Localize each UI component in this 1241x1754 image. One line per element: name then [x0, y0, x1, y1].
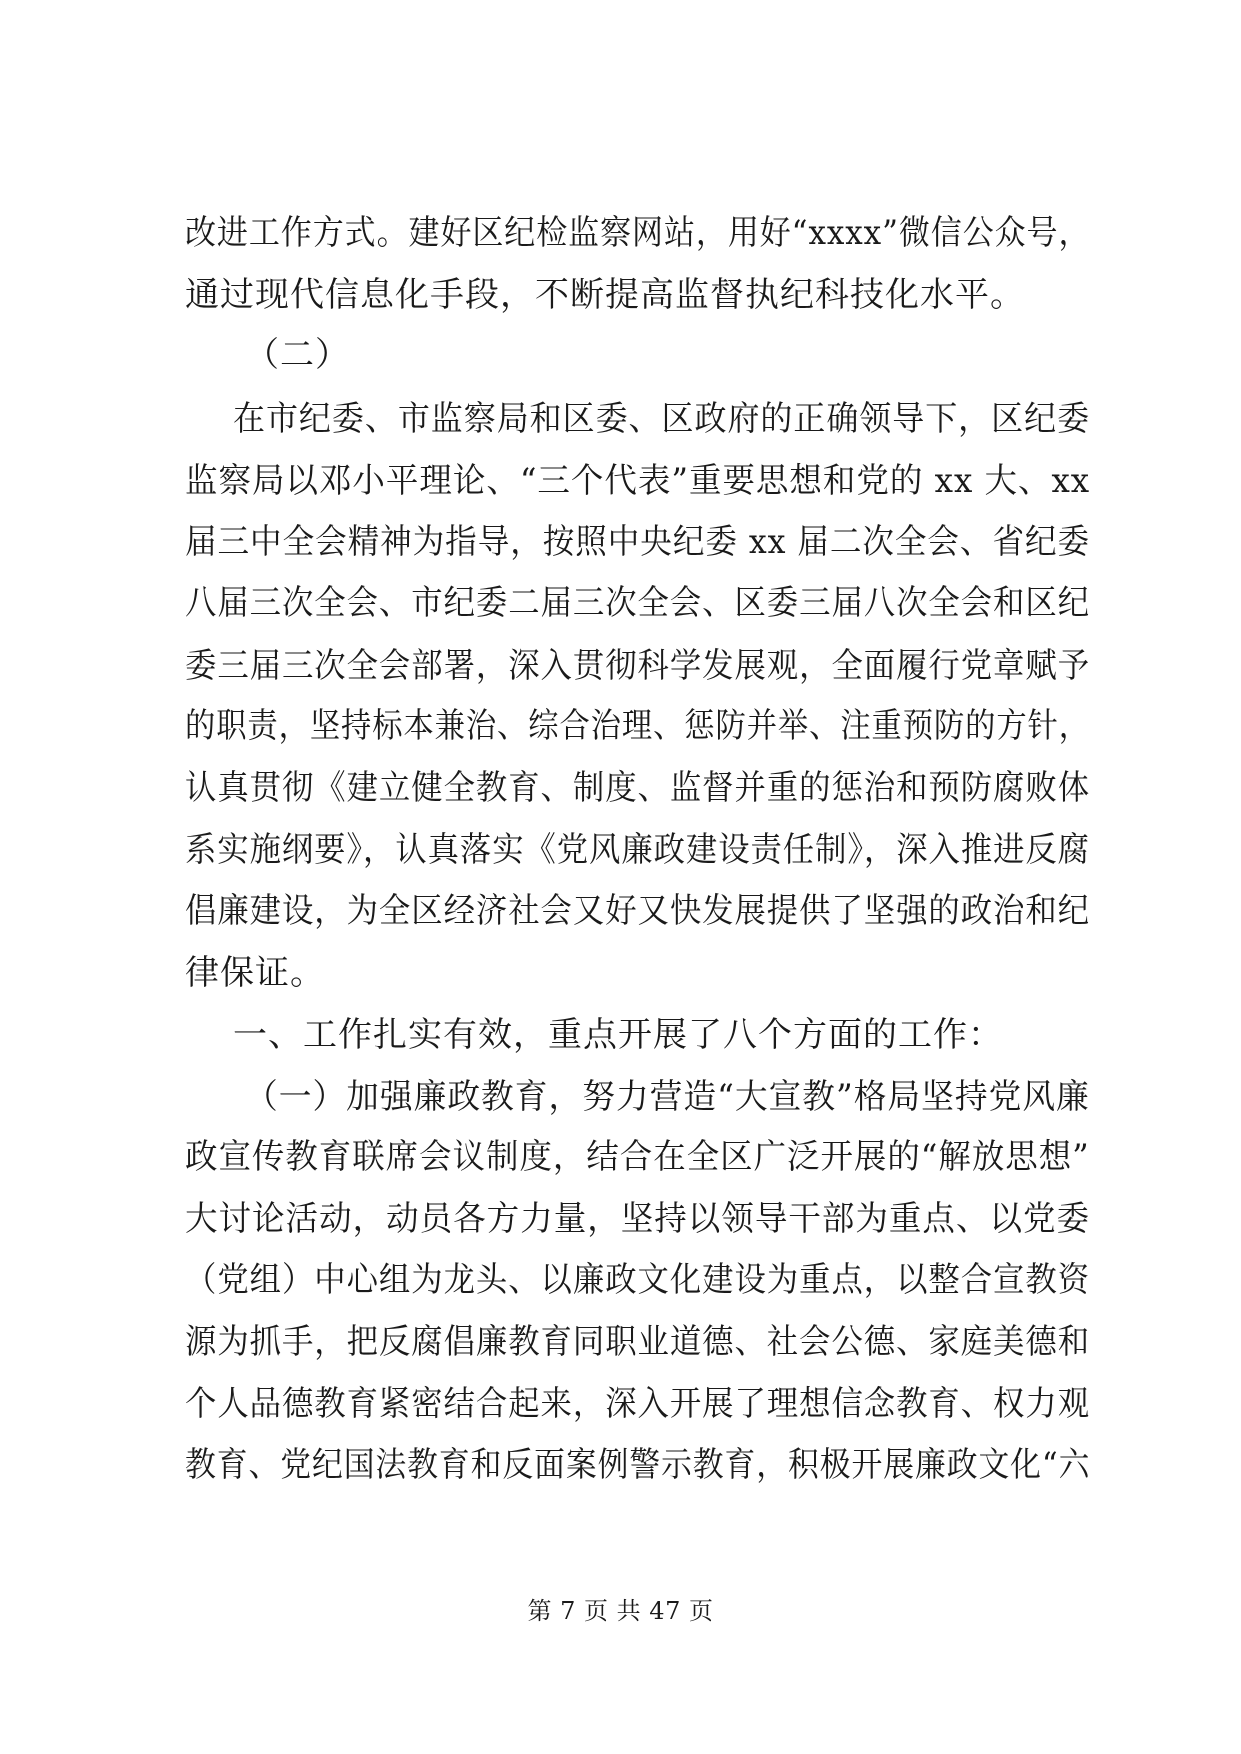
- text-line: 届三中全会精神为指导，按照中央纪委 xx 届二次全会、省纪委: [185, 522, 1091, 562]
- section-heading: （二）: [245, 335, 350, 375]
- text-line: 通过现代信息化手段，不断提高监督执纪科技化水平。: [185, 275, 1025, 315]
- text-line: 个人品德教育紧密结合起来，深入开展了理想信念教育、权力观: [185, 1384, 1091, 1424]
- text-line: 大讨论活动，动员各方力量，坚持以领导干部为重点、以党委: [185, 1199, 1091, 1239]
- text-line: （一）加强廉政教育，努力营造“大宣教”格局坚持党风廉: [245, 1077, 1090, 1117]
- section-heading: 一、工作扎实有效，重点开展了八个方面的工作：: [233, 1015, 1003, 1055]
- text-line: 政宣传教育联席会议制度，结合在全区广泛开展的“解放思想”: [185, 1137, 1090, 1177]
- text-line: 倡廉建设，为全区经济社会又好又快发展提供了坚强的政治和纪: [185, 891, 1091, 931]
- text-line: 八届三次全会、市纪委二届三次全会、区委三届八次全会和区纪: [185, 583, 1091, 623]
- text-line: 认真贯彻《建立健全教育、制度、监督并重的惩治和预防腐败体: [185, 768, 1091, 808]
- text-line: 委三届三次全会部署，深入贯彻科学发展观，全面履行党章赋予: [185, 646, 1091, 686]
- text-line: 在市纪委、市监察局和区委、区政府的正确领导下，区纪委: [233, 399, 1091, 439]
- text-line: 系实施纲要》，认真落实《党风廉政建设责任制》，深入推进反腐: [185, 830, 1090, 870]
- text-line: 的职责，坚持标本兼治、综合治理、惩防并举、注重预防的方针，: [185, 706, 1090, 746]
- text-line: 改进工作方式。建好区纪检监察网站，用好“xxxx”微信公众号，: [185, 213, 1091, 253]
- text-line: 监察局以邓小平理论、“三个代表”重要思想和党的 xx 大、xx: [185, 461, 1091, 501]
- text-line: 律保证。: [185, 953, 325, 993]
- text-line: 源为抓手，把反腐倡廉教育同职业道德、社会公德、家庭美德和: [185, 1322, 1091, 1362]
- text-line: 教育、党纪国法教育和反面案例警示教育，积极开展廉政文化“六: [185, 1445, 1091, 1485]
- page-number-footer: 第 7 页 共 47 页: [527, 1597, 714, 1625]
- text-line: （党组）中心组为龙头、以廉政文化建设为重点，以整合宣教资: [185, 1260, 1091, 1300]
